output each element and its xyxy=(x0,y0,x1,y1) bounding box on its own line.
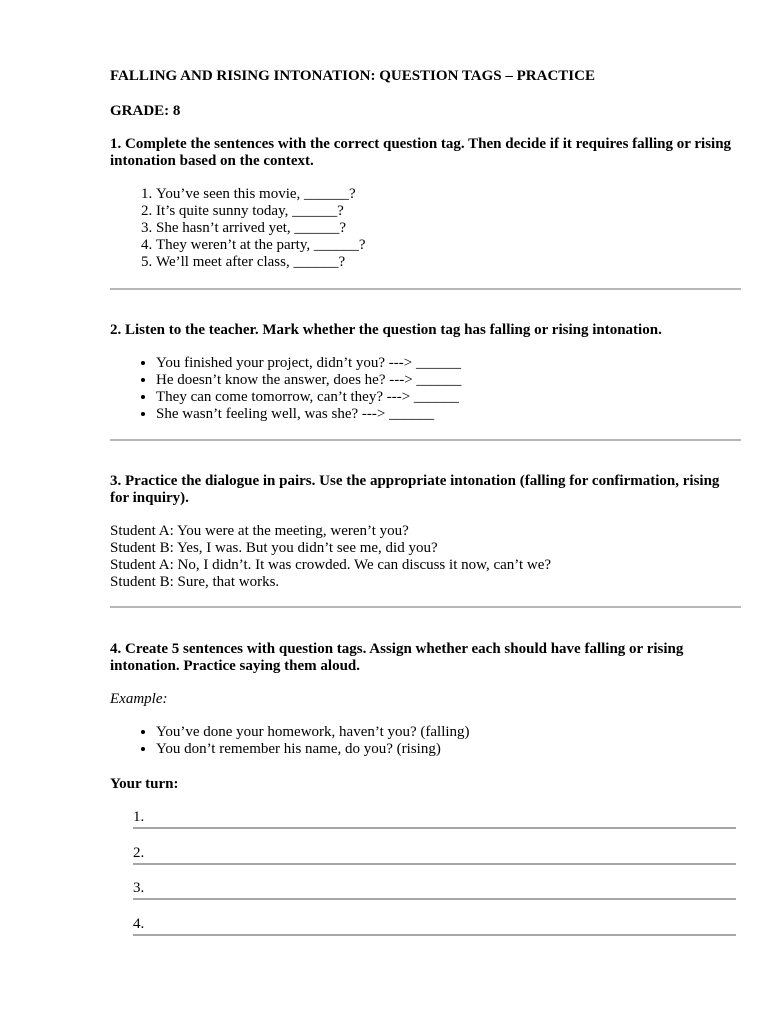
example-label: Example: xyxy=(110,691,168,707)
answer-line-4[interactable] xyxy=(133,916,736,936)
list-item: • You finished your project, didn’t you? ---> ______ xyxy=(156,355,740,372)
answer-number: 3. xyxy=(133,880,145,896)
section-2-heading: 2. Listen to the teacher. Mark whether the question tag has falling or rising intonation. xyxy=(110,322,662,338)
section-2-list xyxy=(110,355,740,423)
section-3-heading: 3. Practice the dialogue in pairs. Use the appropriate intonation (falling for confirmation, rising for inquiry). xyxy=(110,473,720,506)
divider xyxy=(110,288,741,290)
section-1-heading: 1. Complete the sentences with the correct question tag. Then decide if it requires falling or rising intonation based on the context. xyxy=(110,136,732,169)
list-item: 5. We’ll meet after class, ______? xyxy=(156,254,740,271)
answer-line-3[interactable] xyxy=(133,880,736,900)
example-list xyxy=(110,724,740,758)
answer-line-1[interactable] xyxy=(133,809,736,829)
list-item: 2. It’s quite sunny today, ______? xyxy=(156,203,740,220)
page-title: FALLING AND RISING INTONATION: QUESTION TAGS – PRACTICE xyxy=(110,68,595,84)
answer-number: 1. xyxy=(133,809,145,825)
dialogue-line: Student B: Sure, that works. xyxy=(110,574,280,590)
list-item: • You don’t remember his name, do you? (rising) xyxy=(156,741,740,758)
dialogue-line: Student B: Yes, I was. But you didn’t see me, did you? xyxy=(110,540,438,556)
dialogue-line: Student A: You were at the meeting, weren’t you? xyxy=(110,523,409,539)
dialogue xyxy=(110,523,740,591)
section-3 xyxy=(110,473,740,591)
section-4-heading: 4. Create 5 sentences with question tags. Assign whether each should have falling or rising intonation. Practice saying them aloud. xyxy=(110,641,684,674)
list-item: • They can come tomorrow, can’t they? ---> ______ xyxy=(156,389,740,406)
answer-line-2[interactable] xyxy=(133,845,736,865)
divider xyxy=(110,439,741,441)
your-turn-label: Your turn: xyxy=(110,776,179,792)
section-2 xyxy=(110,322,740,423)
list-item: • He doesn’t know the answer, does he? ---> ______ xyxy=(156,372,740,389)
divider xyxy=(110,606,741,608)
section-1 xyxy=(110,136,740,271)
answer-number: 4. xyxy=(133,916,145,932)
list-item: 1. You’ve seen this movie, ______? xyxy=(156,186,740,203)
list-item: • You’ve done your homework, haven’t you? (falling) xyxy=(156,724,740,741)
list-item: • She wasn’t feeling well, was she? ---> ______ xyxy=(156,406,740,423)
list-item: 4. They weren’t at the party, ______? xyxy=(156,237,740,254)
section-4 xyxy=(110,641,740,758)
answer-number: 2. xyxy=(133,845,145,861)
list-item: 3. She hasn’t arrived yet, ______? xyxy=(156,220,740,237)
grade-label: GRADE: 8 xyxy=(110,103,181,119)
section-1-list xyxy=(110,186,740,271)
dialogue-line: Student A: No, I didn’t. It was crowded. We can discuss it now, can’t we? xyxy=(110,557,552,573)
